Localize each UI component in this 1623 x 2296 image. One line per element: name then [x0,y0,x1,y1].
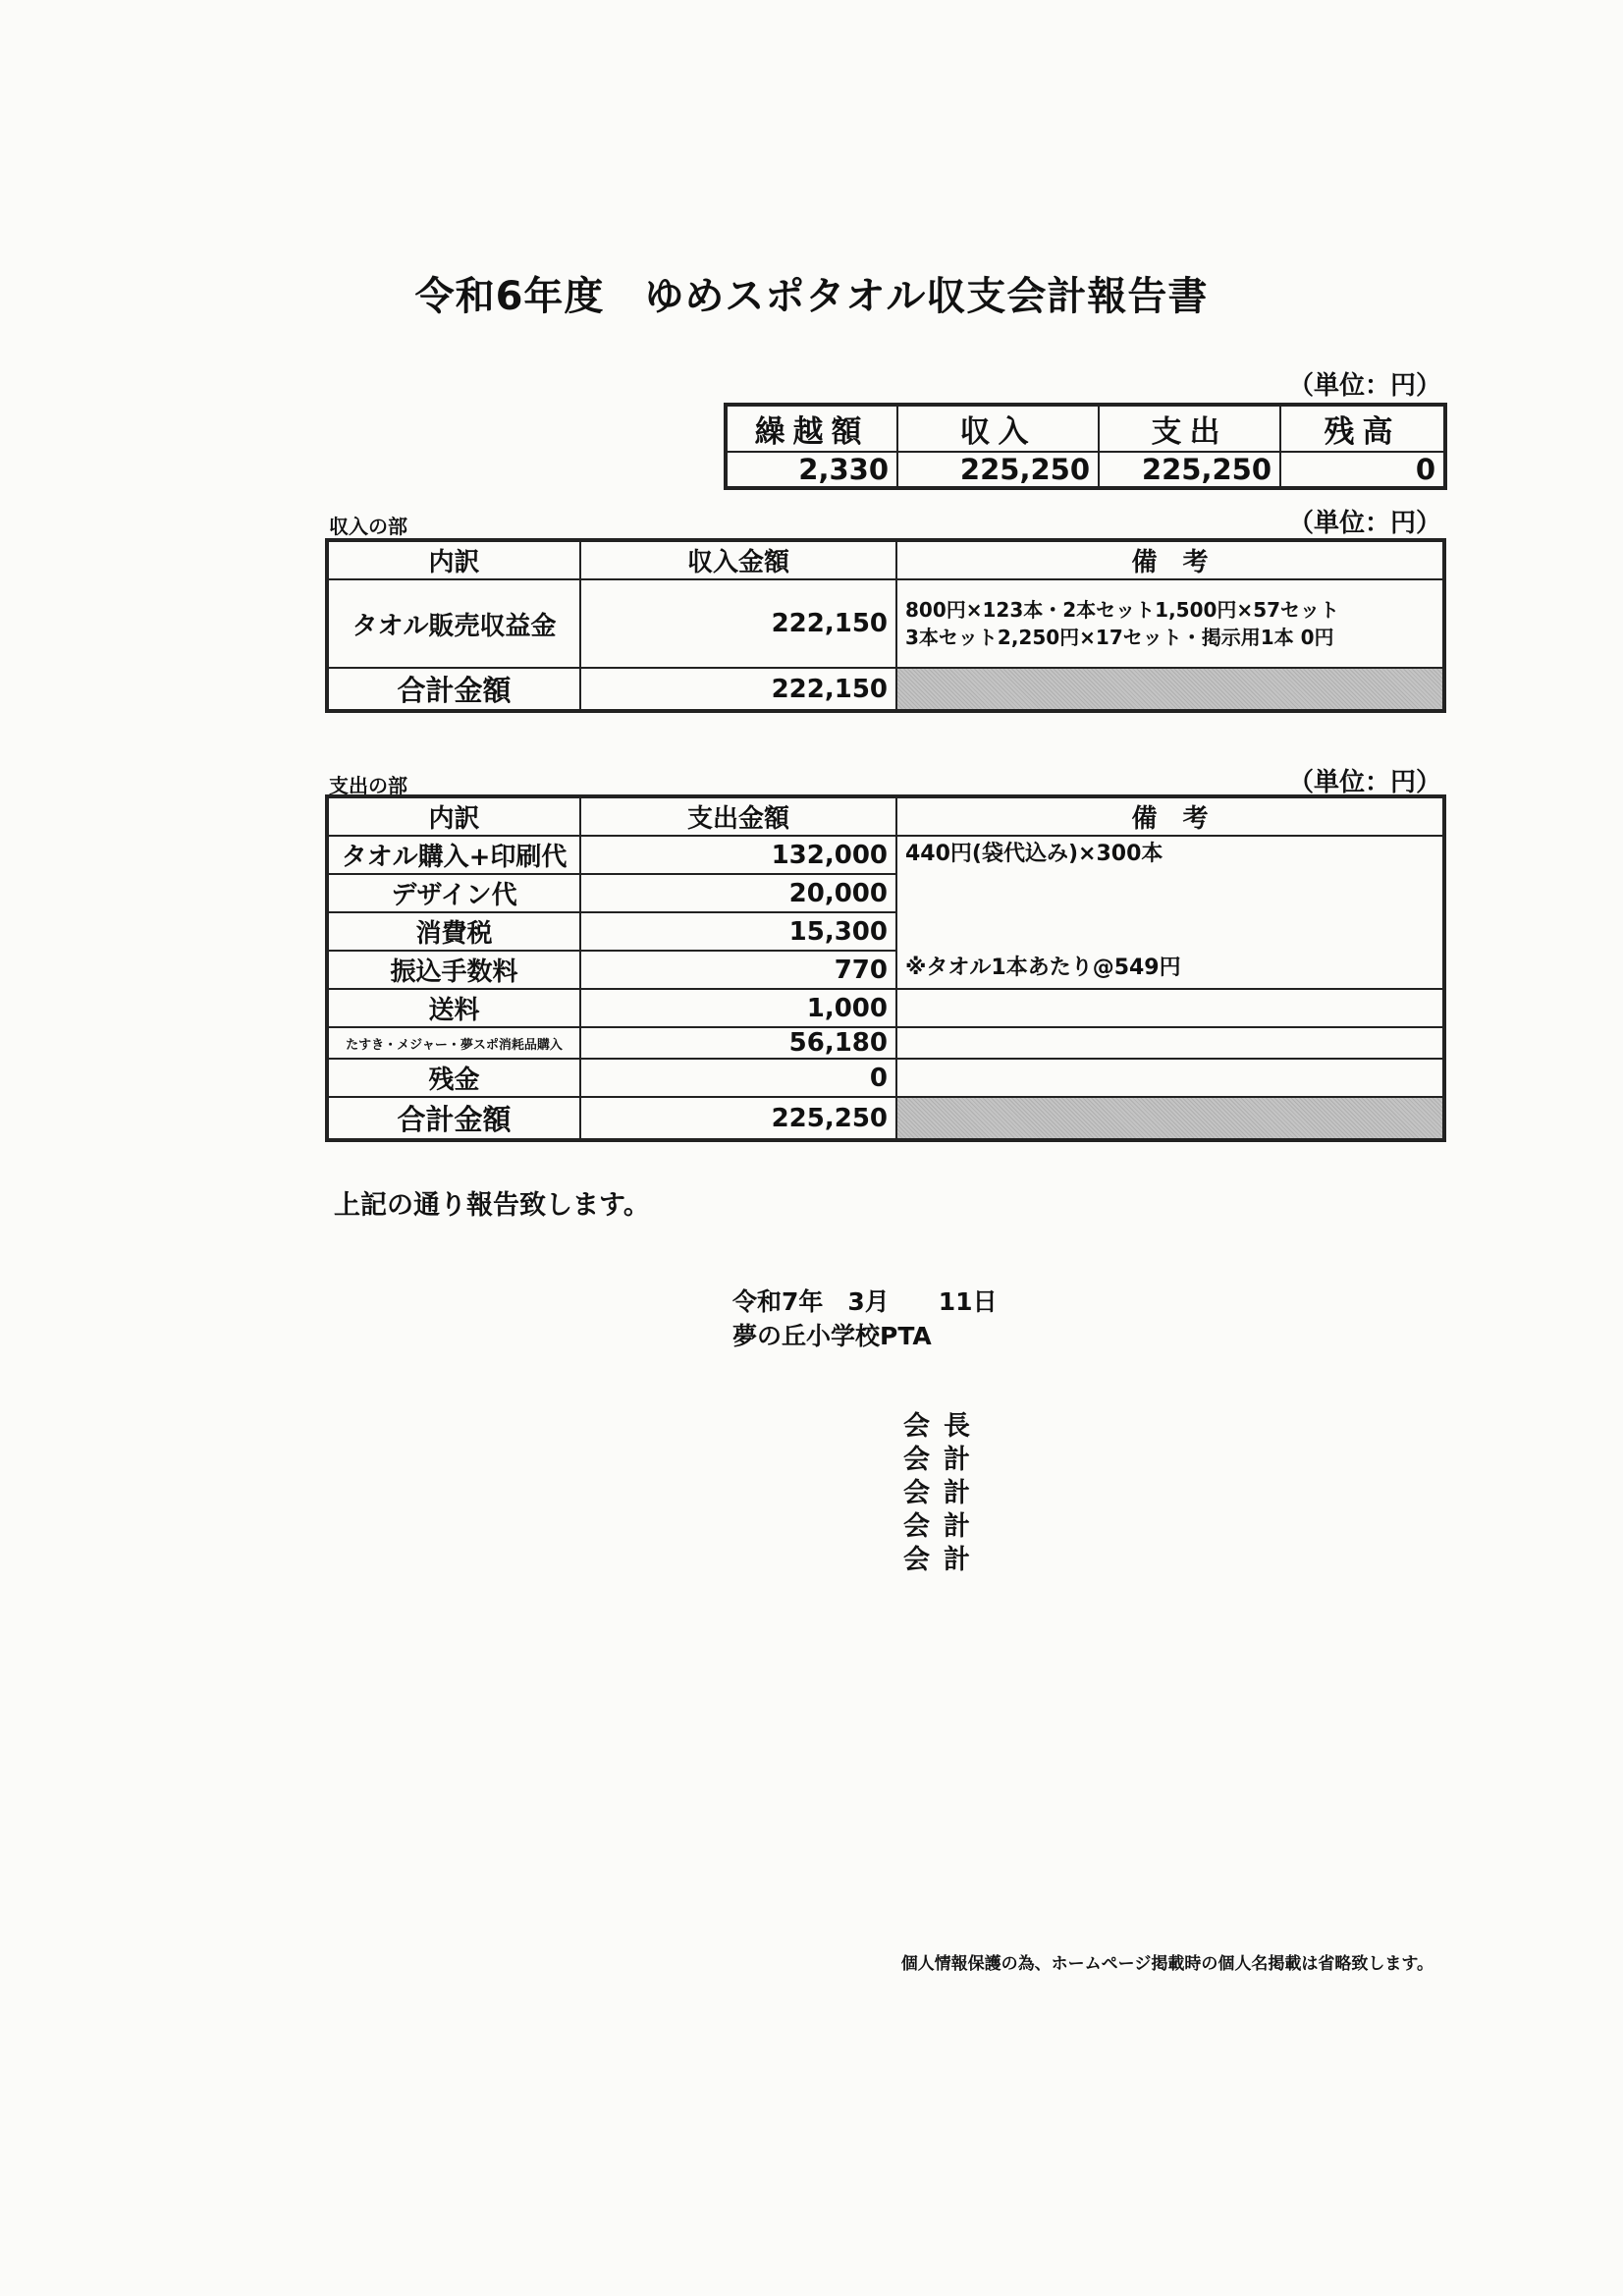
summary-header-balance: 残高 [1280,405,1445,452]
summary-header-expense: 支出 [1099,405,1280,452]
summary-balance-value: 0 [1280,452,1445,488]
expense-note-b: ※タオル1本あたり@549円 [896,951,1444,989]
expense-row [327,836,1444,874]
expense-item: たすき・メジャー・夢スポ消耗品購入 [327,1027,580,1059]
income-note-line2: 3本セット2,250円×17セット・掲示用1本 0円 [905,626,1334,649]
income-total-row [327,668,1444,711]
organization-name: 夢の丘小学校PTA [732,1322,932,1350]
income-header-note: 備 考 [896,540,1444,579]
income-total-label: 合計金額 [327,668,580,711]
expense-row [327,989,1444,1027]
summary-table [724,403,1447,490]
expense-item: 振込手数料 [327,951,580,989]
income-table [325,538,1446,713]
signature-line-president: 会長 [903,1411,984,1442]
income-item: タオル販売収益金 [327,579,580,668]
summary-value-row [726,452,1445,488]
income-unit-label: （単位：円） [1287,509,1441,538]
expense-header-item: 内訳 [327,796,580,836]
expense-item: デザイン代 [327,874,580,912]
expense-amount: 0 [580,1059,896,1097]
privacy-footnote: 個人情報保護の為、ホームページ掲載時の個人名掲載は省略致します。 [900,1954,1434,1974]
expense-total-shaded-cell [896,1097,1444,1140]
expense-table [325,794,1446,1142]
expense-total-amount: 225,250 [580,1097,896,1140]
summary-unit-label: （単位：円） [1287,371,1441,401]
expense-item: 送料 [327,989,580,1027]
summary-expense-value: 225,250 [1099,452,1280,488]
expense-header-row [327,796,1444,836]
summary-header-income: 収入 [897,405,1099,452]
report-statement: 上記の通り報告致します。 [334,1190,650,1221]
expense-amount: 56,180 [580,1027,896,1059]
expense-header-note: 備 考 [896,796,1444,836]
income-total-amount: 222,150 [580,668,896,711]
signature-line-accountant: 会計 [903,1478,984,1508]
expense-note-empty [896,989,1444,1027]
document-title: 令和6年度 ゆめスポタオル収支会計報告書 [414,274,1209,319]
expense-item: タオル購入+印刷代 [327,836,580,874]
expense-amount: 132,000 [580,836,896,874]
expense-note-a: 440円(袋代込み)×300本 [896,836,1444,951]
income-header-item: 内訳 [327,540,580,579]
expense-item: 残金 [327,1059,580,1097]
income-row [327,579,1444,668]
summary-header-row [726,405,1445,452]
expense-header-amount: 支出金額 [580,796,896,836]
expense-total-row [327,1097,1444,1140]
expense-total-label: 合計金額 [327,1097,580,1140]
signature-line-accountant: 会計 [903,1545,984,1575]
income-section-label: 収入の部 [329,515,407,538]
expense-unit-label: （単位：円） [1287,768,1441,797]
income-note [896,579,1444,668]
expense-note-empty [896,1059,1444,1097]
income-note-line1: 800円×123本・2本セット1,500円×57セット [905,598,1340,622]
summary-income-value: 225,250 [897,452,1099,488]
expense-amount: 20,000 [580,874,896,912]
income-amount: 222,150 [580,579,896,668]
signature-line-accountant: 会計 [903,1511,984,1542]
expense-row [327,1027,1444,1059]
expense-amount: 1,000 [580,989,896,1027]
expense-row [327,951,1444,989]
expense-row [327,1059,1444,1097]
income-header-amount: 収入金額 [580,540,896,579]
signature-line-accountant: 会計 [903,1445,984,1475]
income-total-shaded-cell [896,668,1444,711]
income-header-row [327,540,1444,579]
expense-note-empty [896,1027,1444,1059]
summary-carryover-value: 2,330 [726,452,897,488]
expense-item: 消費税 [327,912,580,951]
summary-header-carryover: 繰越額 [726,405,897,452]
expense-amount: 15,300 [580,912,896,951]
expense-section-label: 支出の部 [329,774,407,797]
report-date: 令和7年 3月 11日 [732,1287,998,1316]
expense-amount: 770 [580,951,896,989]
